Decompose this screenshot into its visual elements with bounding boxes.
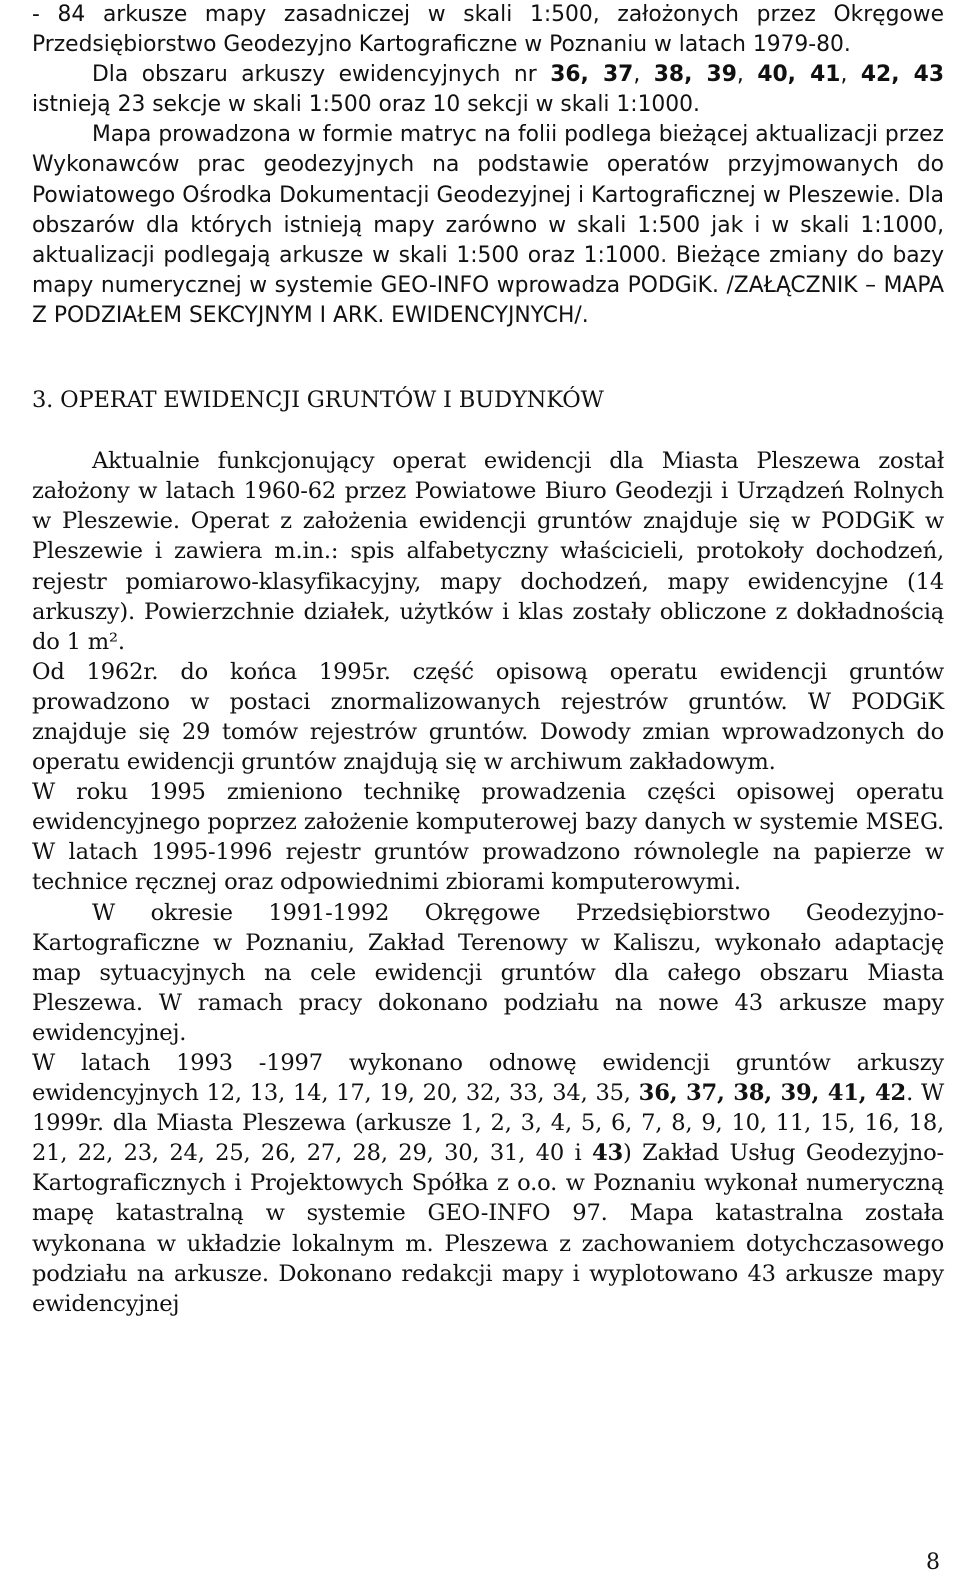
bold-sheet-numbers: 43 — [591, 1140, 623, 1167]
text-run: W latach 1993 -1997 wykonano odnowę ewidencji gruntów arkuszy ewidencyjnych 12, 13, 14, 17, 19, 20, 32, 33, 34, 35, — [32, 1050, 944, 1107]
bold-sheet-numbers: 40, 41 — [757, 62, 841, 88]
text-run: ) Zakład Usług Geodezyjno-Kartograficznych i Projektowych Spółka z o.o. w Poznaniu wykonał numeryczną mapę katastralną w systemie GEO-INFO 97. Mapa katastralna została wykonana w układzie lokalnym m. Pleszewa z zachowaniem dotychczasowego podziału na arkusze. Dokonano redakcji mapy i wyplotowano 43 arkusze mapy ewidencyjnej — [32, 1140, 944, 1317]
bold-sheet-numbers: 36, 37, 38, 39, 41, 42 — [638, 1080, 907, 1107]
spacer — [32, 331, 944, 385]
bold-sheet-numbers: 36, 37 — [550, 62, 634, 88]
text-run: , — [840, 62, 861, 88]
text-run: . W 1999r. dla Miasta Pleszewa (arkusze 1, 2, 3, 4, 5, 6, 7, 8, 9, 10, 11, 15, 16, 18, 21, 22, 23, 24, 25, 26, 27, 28, 29, 30, 31, 40 i — [32, 1080, 944, 1167]
paragraph-map-sheets: - 84 arkusze mapy zasadniczej w skali 1:500, założonych przez Okręgowe Przedsiębiorstwo Geodezyjno Kartograficzne w Poznaniu w latach 1979-80. — [32, 2, 944, 58]
paragraph-current-operat: Aktualnie funkcjonujący operat ewidencji dla Miasta Pleszewa został założony w latach 1960-62 przez Powiatowe Biuro Geodezji i Urządzeń Rolnych w Pleszewie. Operat z założenia ewidencji gruntów znajduje się w PODGiK w Pleszewie i zawiera m.in.: spis alfabetyczny właścicieli, protokoły dochodzeń, rejestr pomiarowo-klasyfikacyjny, mapy dochodzeń, mapy ewidencyjne (14 arkuszy). Powierzchnie działek, użytków i klas zostały obliczone z dokładnością do 1 m². — [32, 448, 944, 655]
paragraph-sheet-sections — [32, 60, 944, 120]
paragraph-renewal-1993-1997 — [32, 1048, 944, 1319]
section-heading: 3. OPERAT EWIDENCJI GRUNTÓW I BUDYNKÓW — [32, 387, 604, 414]
paragraph-mseg-1995: W roku 1995 zmieniono technikę prowadzenia części opisowej operatu ewidencyjnego poprzez założenie komputerowej bazy danych w systemie MSEG. W latach 1995-1996 rejestr gruntów prowadzono równolegle na papierze w technice ręcznej oraz odpowiednimi zbiorami komputerowymi. — [32, 779, 944, 896]
spacer — [32, 415, 944, 446]
bold-sheet-numbers: 38, 39 — [653, 62, 737, 88]
bold-sheet-numbers: 42, 43 — [860, 62, 945, 88]
paragraph-map-updates: Mapa prowadzona w formie matryc na folii podlega bieżącej aktualizacji przez Wykonawców prac geodezyjnych na podstawie operatów przyjmowanych do Powiatowego Ośrodka Dokumentacji Geodezyjnej i Kartograficznej w Pleszewie. Dla obszarów dla których istnieją mapy zarówno w skali 1:500 jak i w skali 1:1000, aktualizacji podlegają arkusze w skali 1:500 oraz 1:1000. Bieżące zmiany do bazy mapy numerycznej w systemie GEO-INFO wprowadza PODGiK. /ZAŁĄCZNIK – MAPA Z PODZIAŁEM SEKCYJNYM I ARK. EWIDENCYJNYCH/. — [32, 122, 944, 328]
text-run: Dla obszaru arkuszy ewidencyjnych nr — [92, 62, 551, 88]
paragraph-registers-1962-1995: Od 1962r. do końca 1995r. część opisową operatu ewidencji gruntów prowadzono w postaci znormalizowanych rejestrów gruntów. W PODGiK znajduje się 29 tomów rejestrów gruntów. Dowody zmian wprowadzonych do operatu ewidencji gruntów znajdują się w archiwum zakładowym. — [32, 658, 944, 776]
text-run: istnieją 23 sekcje w skali 1:500 oraz 10 sekcji w skali 1:1000. — [32, 92, 700, 118]
document-page — [32, 0, 944, 1319]
text-run: , — [736, 62, 758, 88]
paragraph-adaptation-1991-1992: W okresie 1991-1992 Okręgowe Przedsiębiorstwo Geodezyjno-Kartograficzne w Poznaniu, Zakład Terenowy w Kaliszu, wykonało adaptację map sytuacyjnych na cele ewidencji gruntów dla całego obszaru Miasta Pleszewa. W ramach pracy dokonano podziału na nowe 43 arkusze mapy ewidencyjnej. — [32, 899, 944, 1046]
page-number: 8 — [926, 1550, 940, 1575]
text-run: , — [633, 62, 654, 88]
